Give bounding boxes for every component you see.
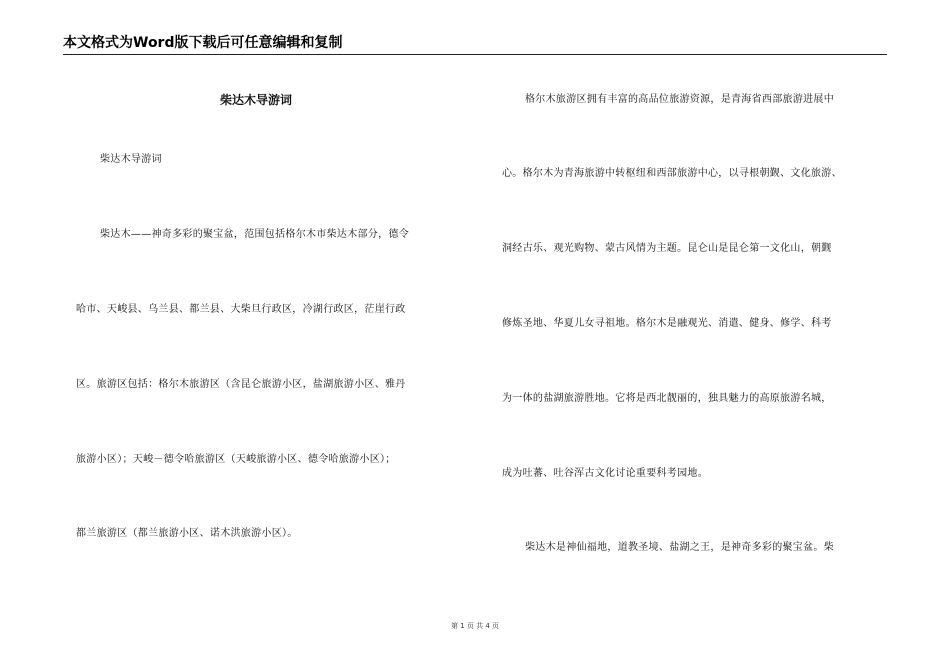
document-title: 柴达木导游词 [220, 93, 293, 107]
left-line-4: 旅游小区）；天峻－德令哈旅游区（天峻旅游小区、德令哈旅游小区）； [76, 454, 396, 465]
right-line-5: 为一体的盐湖旅游胜地。它将是西北靓丽的，独具魅力的高原旅游名城， [502, 393, 832, 404]
left-line-2: 哈市、天峻县、乌兰县、都兰县、大柴旦行政区，冷湖行政区，茫崖行政 [76, 304, 406, 315]
right-line-6: 成为吐蕃、吐谷浑古文化讨论重要科考园地。 [502, 468, 708, 479]
page-header [63, 34, 887, 55]
left-line-1: 柴达木——神奇多彩的聚宝盆，范围包括格尔木市柴达木部分，德令 [100, 229, 409, 240]
left-line-3: 区。旅游区包括：格尔木旅游区（含昆仑旅游小区，盐湖旅游小区、雅丹 [76, 379, 406, 390]
right-line-4: 修炼圣地、华夏儿女寻祖地。格尔木是融观光、消遣、健身、修学、科考 [502, 318, 832, 329]
right-line-3: 洞经古乐、观光购物、蒙古风情为主题。昆仑山是昆仑第一文化山，朝觐 [502, 243, 832, 254]
header-text: 本文格式为Word版下载后可任意编辑和复制 [63, 35, 343, 51]
left-line-subtitle: 柴达木导游词 [100, 154, 162, 165]
right-line-7: 柴达木是神仙福地，道教圣境、盐湖之王，是神奇多彩的聚宝盆。柴 [525, 542, 834, 553]
page-footer: 第 1 页 共 4 页 [450, 622, 500, 630]
left-line-5: 都兰旅游区（都兰旅游小区、诺木洪旅游小区）。 [76, 528, 298, 539]
right-line-2: 心。格尔木为青海旅游中转枢纽和西部旅游中心，以寻根朝觐、文化旅游、 [502, 168, 842, 179]
right-line-1: 格尔木旅游区拥有丰富的高品位旅游资源，是青海省西部旅游进展中 [525, 94, 834, 105]
